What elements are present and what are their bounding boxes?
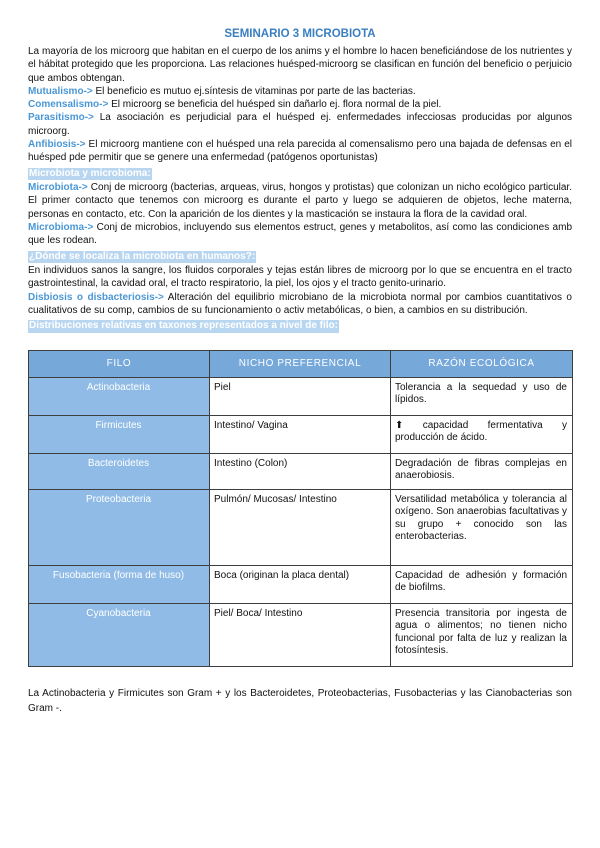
term-text: La asociación es perjudicial para el huésped ej. enfermedades infecciosas producidas por algunos microorg. xyxy=(28,112,572,137)
cell-filo: Actinobacteria xyxy=(29,377,210,415)
cell-nicho: Piel/ Boca/ Intestino xyxy=(210,603,391,666)
table-row xyxy=(29,489,573,565)
section-heading-distribution: Distribuciones relativas en taxones representados a nivel de filo: xyxy=(29,320,338,332)
document-title: SEMINARIO 3 MICROBIOTA xyxy=(224,28,376,40)
term-text: El microorg mantiene con el huésped una rela parecida al comensalismo pero una bajada de defensas en el huésped pde permitir que se genere una enfermedad (patógenos oportunistas) xyxy=(28,139,572,164)
term-label: Comensalismo-> xyxy=(28,99,109,111)
cell-razon: Capacidad de adhesión y formación de biofilms. xyxy=(391,565,573,603)
term-text: El beneficio es mutuo ej.síntesis de vitaminas por parte de las bacterias. xyxy=(92,85,416,97)
table-row xyxy=(29,415,573,453)
column-header-nicho: NICHO PREFERENCIAL xyxy=(210,350,391,377)
cell-razon: ⬆ capacidad fermentativa y producción de ácido. xyxy=(391,415,573,453)
section-heading-microbiota: Microbiota y microbioma: xyxy=(29,167,151,179)
closing-paragraph: La Actinobacteria y Firmicutes son Gram + y los Bacteroidetes, Proteobacterias, Fusobacterias y las Cianobacterias son Gram -. xyxy=(28,687,572,714)
term-label: Microbiota-> xyxy=(28,182,88,194)
cell-razon: Degradación de fibras complejas en anaerobiosis. xyxy=(391,453,573,489)
column-header-filo: FILO xyxy=(29,350,210,377)
cell-filo: Fusobacteria (forma de huso) xyxy=(29,565,210,603)
term-label: Parasitismo-> xyxy=(28,112,94,124)
relation-comensalismo xyxy=(28,98,572,111)
disbiosis-paragraph xyxy=(28,291,572,318)
cell-razon: Tolerancia a la sequedad y uso de lípidos. xyxy=(391,377,573,415)
term-label: Anfibiosis-> xyxy=(28,139,86,151)
relation-parasitismo xyxy=(28,111,572,138)
phylum-table xyxy=(28,350,573,667)
table-header-row xyxy=(29,350,573,377)
term-label: Mutualismo-> xyxy=(28,85,93,97)
column-header-razon: RAZÓN ECOLÓGICA xyxy=(391,350,573,377)
table-row xyxy=(29,453,573,489)
cell-filo: Firmicutes xyxy=(29,415,210,453)
term-label: Microbioma-> xyxy=(28,222,94,234)
term-text: El microorg se beneficia del huésped sin dañarlo ej. flora normal de la piel. xyxy=(108,99,442,111)
term-text: Alteración del equilibrio microbiano de la microbiota normal por cambios cuantitativos o cualitativos de su comp, cambios de su funcionamiento o activ metabólicas, o bien, a cambios en su distribución. xyxy=(28,291,572,317)
cell-filo: Proteobacteria xyxy=(29,489,210,565)
table-row xyxy=(29,377,573,415)
cell-nicho: Intestino (Colon) xyxy=(210,453,391,489)
definition-microbioma xyxy=(28,221,572,248)
section-heading-location: ¿Dónde se localiza la microbiota en humanos?: xyxy=(29,250,256,262)
cell-nicho: Boca (originan la placa dental) xyxy=(210,565,391,603)
relation-mutualismo xyxy=(28,85,572,98)
cell-filo: Cyanobacteria xyxy=(29,603,210,666)
cell-razon: Versatilidad metabólica y tolerancia al oxígeno. Son anaerobias facultativas y su grupo + conocido son las enterobacterias. xyxy=(391,489,573,565)
cell-nicho: Pulmón/ Mucosas/ Intestino xyxy=(210,489,391,565)
term-label: Disbiosis o disbacteriosis-> xyxy=(28,291,164,303)
cell-filo: Bacteroidetes xyxy=(29,453,210,489)
location-paragraph: En individuos sanos la sangre, los fluidos corporales y tejas están libres de microorg por lo que se encuentra en el tracto gastrointestinal, la cavidad oral, el tracto respiratorio, la piel, los ojos y el tracto genito-urinario. xyxy=(28,265,572,290)
relation-anfibiosis xyxy=(28,138,572,165)
cell-nicho: Intestino/ Vagina xyxy=(210,415,391,453)
cell-razon: Presencia transitoria por ingesta de agua o alimentos; no tienen nicho funcional por falta de luz y realizan la fotosíntesis. xyxy=(391,603,573,666)
table-row xyxy=(29,565,573,603)
intro-paragraph: La mayoría de los microorg que habitan en el cuerpo de los anims y el hombre lo hacen beneficiándose de los nutrientes y el hábitat protegido que les proporciona. Las relaciones huésped-microorg se clasifican en función del beneficio o perjuicio que ambos obtengan. xyxy=(28,46,572,84)
term-text: Conj de microorg (bacterias, arqueas, virus, hongos y protistas) que colonizan un nicho ecológico particular. El primer contacto que tenemos con microorg es durante el parto y luego se adquieren de objetos, leche materna, personas en contacto, etc. Con la aparición de los dientes y la masticación se instaura la flora de la cavidad oral. xyxy=(28,182,572,220)
cell-nicho: Piel xyxy=(210,377,391,415)
term-text: Conj de microbios, incluyendo sus elementos estruct, genes y metabolitos, así como las condiciones amb que les rodean. xyxy=(28,222,572,247)
definition-microbiota xyxy=(28,181,572,221)
table-row xyxy=(29,603,573,666)
